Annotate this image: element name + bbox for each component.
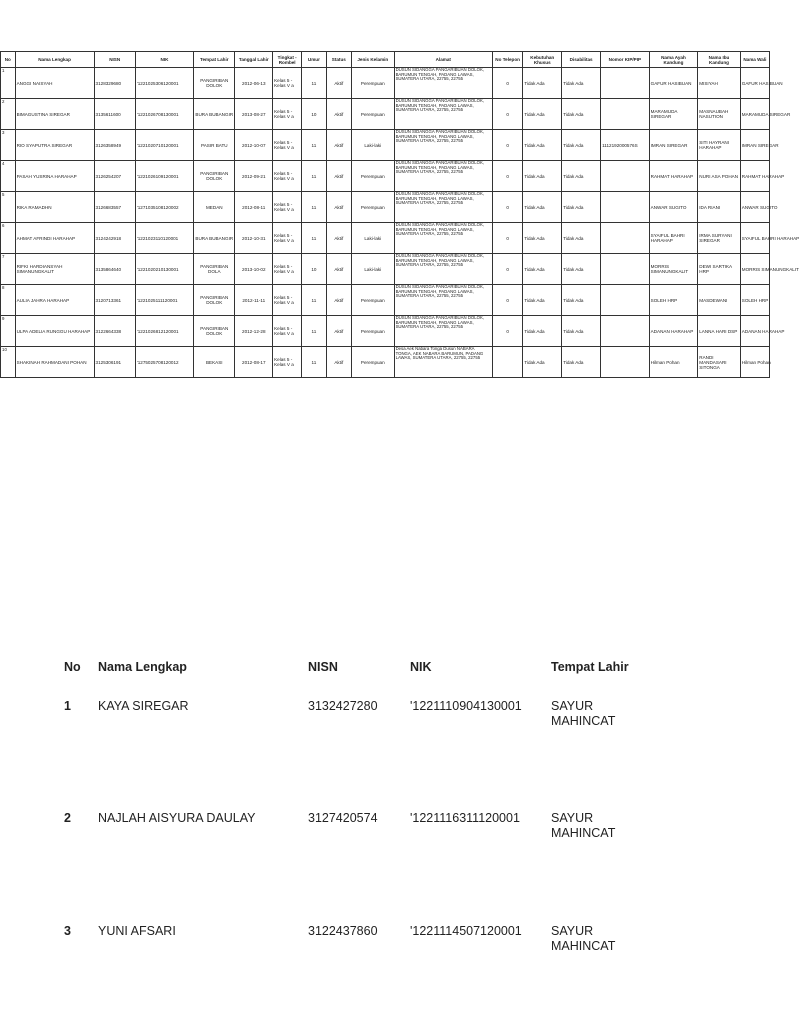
cell-nama: PASAH YUSRINA HARAHAP [15,161,94,192]
list-row-nisn: 3132427280 [308,699,378,713]
cell-no: 8 [1,285,16,316]
cell-status: Aktif [326,68,352,99]
cell-nisn: 3126254207 [94,161,135,192]
cell-nisn: 3126683557 [94,192,135,223]
cell-alamat: DUSUN SIDANGGA PANGARIBUAN DOLOK, BARUMUN TENGAH, PADANG LAWAS, SUMATERA UTARA, 22755, 22755 [394,316,492,347]
cell-ibu: RANDI MANDASARI SITONGA [698,347,741,378]
cell-tgl: 2013-10-02 [235,254,273,285]
cell-nama: ULPA ADELIA RUNGGU HARAHAP [15,316,94,347]
table-row [1,68,770,99]
column-header: No Telepon [492,52,522,68]
cell-jk: Laki-laki [352,130,395,161]
table-row [1,316,770,347]
cell-kip [601,68,650,99]
cell-wali: GAFUR HASIBUAN [740,68,769,99]
cell-disabilitas: Tidak Ada [562,223,601,254]
cell-telp: 0 [492,223,522,254]
cell-kip [601,192,650,223]
cell-disabilitas: Tidak Ada [562,192,601,223]
cell-no: 2 [1,99,16,130]
cell-alamat: DUSUN SIDANGGA PANGARIBUAN DOLOK, BARUMUN TENGAH, PADANG LAWAS, SUMATERA UTARA, 22755, 22755 [394,192,492,223]
cell-tgl: 2013-08-27 [235,99,273,130]
cell-nik: '1221020210130001 [135,254,193,285]
list-row-tempat [551,699,615,729]
cell-umur: 11 [302,316,326,347]
tempat-line-2: MAHINCAT [551,939,616,953]
cell-jk: Perempuan [352,99,395,130]
cell-kebutuhan: Tidak Ada [523,192,562,223]
cell-no: 1 [1,68,16,99]
cell-kip [601,99,650,130]
cell-status: Aktif [326,99,352,130]
tempat-line-2: MAHINCAT [551,826,616,840]
cell-disabilitas: Tidak Ada [562,316,601,347]
table-row [1,347,770,378]
cell-kip [601,285,650,316]
cell-kip [601,223,650,254]
cell-nama: RIFKI HARDIANSYAH SIMANUNGKALIT [15,254,94,285]
cell-kip [601,347,650,378]
cell-jk: Perempuan [352,68,395,99]
cell-disabilitas: Tidak Ada [562,161,601,192]
cell-nisn: 3124242918 [94,223,135,254]
list-header-no: No [64,660,81,674]
column-header: Nomor KIP/PIP [601,52,650,68]
list-header-nama: Nama Lengkap [98,660,187,674]
cell-rombel: Kelas 5 - Kelas V a [273,254,302,285]
tempat-line-1: SAYUR [551,699,594,713]
cell-tgl: 2012-06-13 [235,68,273,99]
cell-tgl: 2012-08-11 [235,192,273,223]
column-header: Alamat [394,52,492,68]
cell-tempat: BEKASI [194,347,235,378]
cell-alamat: DUSUN SIDANGGA PANGARIBUAN DOLOK, BARUMUN TENGAH, PADANG LAWAS, SUMATERA UTARA, 22755, 22755 [394,68,492,99]
cell-ayah: IMRAN SIREGAR [649,130,698,161]
cell-nisn: 3126358949 [94,130,135,161]
list-row-no: 1 [64,699,71,713]
cell-ibu: SITI HAYRANI HARAHAP [698,130,741,161]
cell-alamat: DUSUN SIDANGGA PANGARIBUAN DOLOK, BARUMUN TENGAH, PADANG LAWAS, SUMATERA UTARA, 22755, 22755 [394,161,492,192]
table-row [1,130,770,161]
cell-status: Aktif [326,130,352,161]
cell-umur: 11 [302,161,326,192]
list-row-no: 2 [64,811,71,825]
cell-no: 3 [1,130,16,161]
cell-wali: RAHMAT HARAHAP [740,161,769,192]
cell-kebutuhan: Tidak Ada [523,130,562,161]
cell-disabilitas: Tidak Ada [562,285,601,316]
cell-no: 10 [1,347,16,378]
list-row-nisn: 3127420574 [308,811,378,825]
cell-tgl: 2012-12-28 [235,316,273,347]
cell-no: 7 [1,254,16,285]
cell-kebutuhan: Tidak Ada [523,254,562,285]
cell-nik: '1221026708130001 [135,99,193,130]
cell-tempat: PASIR BATU [194,130,235,161]
cell-jk: Perempuan [352,192,395,223]
cell-wali: Hilman Pohan [740,347,769,378]
cell-nisn: 3122664338 [94,316,135,347]
cell-nisn: 3125306191 [94,347,135,378]
cell-ayah: MARAMUDA SIREGAR [649,99,698,130]
cell-jk: Perempuan [352,347,395,378]
cell-nik: '1275025708120012 [135,347,193,378]
cell-no: 5 [1,192,16,223]
cell-rombel: Kelas 5 - Kelas V a [273,316,302,347]
cell-nik: '1221026812120001 [135,316,193,347]
cell-status: Aktif [326,347,352,378]
cell-kebutuhan: Tidak Ada [523,99,562,130]
cell-nisn: 3135611600 [94,99,135,130]
cell-disabilitas: Tidak Ada [562,130,601,161]
cell-nik: '1221025306120001 [135,68,193,99]
cell-umur: 11 [302,68,326,99]
cell-telp: 0 [492,192,522,223]
cell-umur: 11 [302,347,326,378]
cell-umur: 11 [302,285,326,316]
cell-disabilitas: Tidak Ada [562,254,601,285]
cell-kebutuhan: Tidak Ada [523,347,562,378]
cell-kip [601,254,650,285]
cell-ayah: ADANAN HARAHAP [649,316,698,347]
cell-ayah: GAFUR HASIBUAN [649,68,698,99]
cell-disabilitas: Tidak Ada [562,68,601,99]
list-row-nik: '1221114507120001 [410,924,522,938]
cell-tempat: PANGIRIBAN DOLOK [194,316,235,347]
table-row [1,223,770,254]
cell-kebutuhan: Tidak Ada [523,223,562,254]
cell-umur: 11 [302,130,326,161]
cell-kip [601,161,650,192]
cell-ayah: SOLEH HRP [649,285,698,316]
list-row-tempat [551,924,615,954]
student-table [0,51,799,378]
cell-wali: MARAMUDA SIREGAR [740,99,769,130]
tempat-line-1: SAYUR [551,924,594,938]
cell-nama: ANGGI NAISYAH [15,68,94,99]
cell-umur: 11 [302,192,326,223]
cell-telp: 0 [492,130,522,161]
cell-tgl: 2012-08-17 [235,347,273,378]
list-row-tempat [551,811,615,841]
cell-telp: 0 [492,161,522,192]
list-row-nama: NAJLAH AISYURA DAULAY [98,811,256,825]
cell-umur: 11 [302,223,326,254]
cell-disabilitas: Tidak Ada [562,347,601,378]
list-row-nisn: 3122437860 [308,924,378,938]
list-row-nik: '1221116311120001 [410,811,520,825]
cell-status: Aktif [326,316,352,347]
cell-wali: SYAIFUL BAHRI HARAHAP [740,223,769,254]
column-header: Disabilitas [562,52,601,68]
cell-ibu: LANNA HARI DSP [698,316,741,347]
cell-disabilitas: Tidak Ada [562,99,601,130]
cell-nama: BIMAGUSTINA SIREGAR [15,99,94,130]
cell-kip: 1112192000576S [601,130,650,161]
tempat-line-1: SAYUR [551,811,594,825]
cell-status: Aktif [326,254,352,285]
table-row [1,285,770,316]
column-header: Tempat Lahir [194,52,235,68]
cell-tempat: BURA BUBANGIR [194,223,235,254]
cell-telp: 0 [492,316,522,347]
list-row-nik: '1221110904130001 [410,699,522,713]
tempat-line-2: MAHINCAT [551,714,616,728]
column-header: Nama Wali [740,52,769,68]
cell-nisn: 3120713361 [94,285,135,316]
cell-rombel: Kelas 5 - Kelas V a [273,192,302,223]
column-header: Nama Ibu Kandung [698,52,741,68]
column-header: Nama Lengkap [15,52,94,68]
table-row [1,192,770,223]
cell-nik: '1271035108120002 [135,192,193,223]
cell-nama: RIKA RAMADHN [15,192,94,223]
list-header-nik: NIK [410,660,432,674]
cell-ibu: NURI ASA POHAN [698,161,741,192]
cell-telp: 0 [492,285,522,316]
cell-tgl: 2012-11-11 [235,285,273,316]
cell-rombel: Kelas 5 - Kelas V a [273,347,302,378]
cell-kebutuhan: Tidak Ada [523,316,562,347]
cell-umur: 10 [302,254,326,285]
list-header-nisn: NISN [308,660,338,674]
cell-rombel: Kelas 5 - Kelas V a [273,99,302,130]
cell-ibu: IDA RIANI [698,192,741,223]
cell-wali: ADANAN HARAHAP [740,316,769,347]
table-row [1,99,770,130]
cell-ibu: IRMA SURYANI SIREGAR [698,223,741,254]
cell-nik: '1221026109120001 [135,161,193,192]
cell-ayah: RAHMAT HARAHAP [649,161,698,192]
cell-ibu: MISIYAH [698,68,741,99]
list-row-nama: YUNI AFSARI [98,924,176,938]
cell-status: Aktif [326,192,352,223]
cell-ayah: MORRIS SIMANUNGKALIT [649,254,698,285]
cell-alamat: DUSUN SIDANGGA PANGARIBUAN DOLOK, BARUMUN TENGAH, PADANG LAWAS, SUMATERA UTARA, 22755, 22755 [394,99,492,130]
cell-wali: SOLEH HRP [740,285,769,316]
cell-ayah: ANWAR SUGITO [649,192,698,223]
table-row [1,161,770,192]
table-header-row [1,52,770,68]
cell-jk: Perempuan [352,285,395,316]
cell-wali: MORRIS SIMANUNGKALIT [740,254,769,285]
cell-no: 6 [1,223,16,254]
cell-tempat: BURA BUBANGIR [194,99,235,130]
cell-wali: IMRAN SIREGAR [740,130,769,161]
cell-nama: SHAKINAH RAHMADANI POHAN [15,347,94,378]
cell-kebutuhan: Tidak Ada [523,285,562,316]
column-header: Status [326,52,352,68]
cell-nisn: 3128329680 [94,68,135,99]
cell-telp: 0 [492,254,522,285]
cell-status: Aktif [326,285,352,316]
cell-tgl: 2012-10-31 [235,223,273,254]
column-header: Kebutuhan Khusus [523,52,562,68]
cell-status: Aktif [326,161,352,192]
cell-ibu: MASDEWANI [698,285,741,316]
cell-rombel: Kelas 5 - Kelas V a [273,68,302,99]
cell-alamat: DUSUN SIDANGGA PANGARIBUAN DOLOK, BARUMUN TENGAH, PADANG LAWAS, SUMATERA UTARA, 22755, 22755 [394,130,492,161]
list-header-tempat: Tempat Lahir [551,660,629,674]
cell-tempat: PANGIRIBAN DOLOK [194,161,235,192]
cell-nik: '1221025111120001 [135,285,193,316]
cell-kip [601,316,650,347]
cell-rombel: Kelas 5 - Kelas V a [273,285,302,316]
cell-no: 4 [1,161,16,192]
cell-rombel: Kelas 5 - Kelas V a [273,130,302,161]
cell-tempat: MEDAN [194,192,235,223]
cell-ayah: Hilman Pohan [649,347,698,378]
cell-tempat: PANGIRIBAN DOLA [194,254,235,285]
cell-telp: 0 [492,99,522,130]
column-header: Nama Ayah Kandung [649,52,698,68]
cell-ibu: DEWI SARTIKA HRP [698,254,741,285]
column-header: NISN [94,52,135,68]
cell-nik: '1221020710120001 [135,130,193,161]
cell-no: 9 [1,316,16,347]
cell-telp [492,347,522,378]
column-header: NIK [135,52,193,68]
cell-jk: Laki-laki [352,223,395,254]
cell-nama: AULIA JAHRA HARAHAP [15,285,94,316]
cell-tempat: PANGIRIBAN DOLOK [194,285,235,316]
cell-tgl: 2012-10-07 [235,130,273,161]
cell-nama: RIO SYAPUTRA SIREGAR [15,130,94,161]
cell-ayah: SYAIFUL BAHRI HARAHAP [649,223,698,254]
cell-alamat: Desa Aek Nabara Tonga Dusun NABARA TONGA, AEK NABARA BARUMUN, PADANG LAWAS, SUMATERA UTARA, 22755, 22755 [394,347,492,378]
column-header: Jenis Kelamin [352,52,395,68]
cell-nisn: 3135864640 [94,254,135,285]
cell-jk: Perempuan [352,316,395,347]
cell-jk: Perempuan [352,161,395,192]
cell-alamat: DUSUN SIDANGGA PANGARIBUAN DOLOK, BARUMUN TENGAH, PADANG LAWAS, SUMATERA UTARA, 22755, 22755 [394,254,492,285]
cell-tgl: 2012-09-21 [235,161,273,192]
cell-nama: AHMAT AFRINDI HARAHAP [15,223,94,254]
cell-jk: Laki-laki [352,254,395,285]
cell-rombel: Kelas 5 - Kelas V a [273,223,302,254]
column-header: No [1,52,16,68]
cell-nik: '1221023110120001 [135,223,193,254]
cell-umur: 10 [302,99,326,130]
cell-wali: ANWAR SUGITO [740,192,769,223]
table-row [1,254,770,285]
cell-ibu: MASNAUBAH NASUTION [698,99,741,130]
cell-tempat: PANGIRIBAN DOLOK [194,68,235,99]
cell-alamat: DUSUN SIDANGGA PANGARIBUAN DOLOK, BARUMUN TENGAH, PADANG LAWAS, SUMATERA UTARA, 22755, 22755 [394,285,492,316]
cell-alamat: DUSUN SIDANGGA PANGARIBUAN DOLOK, BARUMUN TENGAH, PADANG LAWAS, SUMATERA UTARA, 22755, 22755 [394,223,492,254]
cell-kebutuhan: Tidak Ada [523,68,562,99]
cell-rombel: Kelas 5 - Kelas V a [273,161,302,192]
list-row-nama: KAYA SIREGAR [98,699,189,713]
cell-status: Aktif [326,223,352,254]
list-row-no: 3 [64,924,71,938]
cell-telp: 0 [492,68,522,99]
column-header: Tingkat - Rombel [273,52,302,68]
cell-kebutuhan: Tidak Ada [523,161,562,192]
column-header: Tanggal Lahir [235,52,273,68]
column-header: Umur [302,52,326,68]
